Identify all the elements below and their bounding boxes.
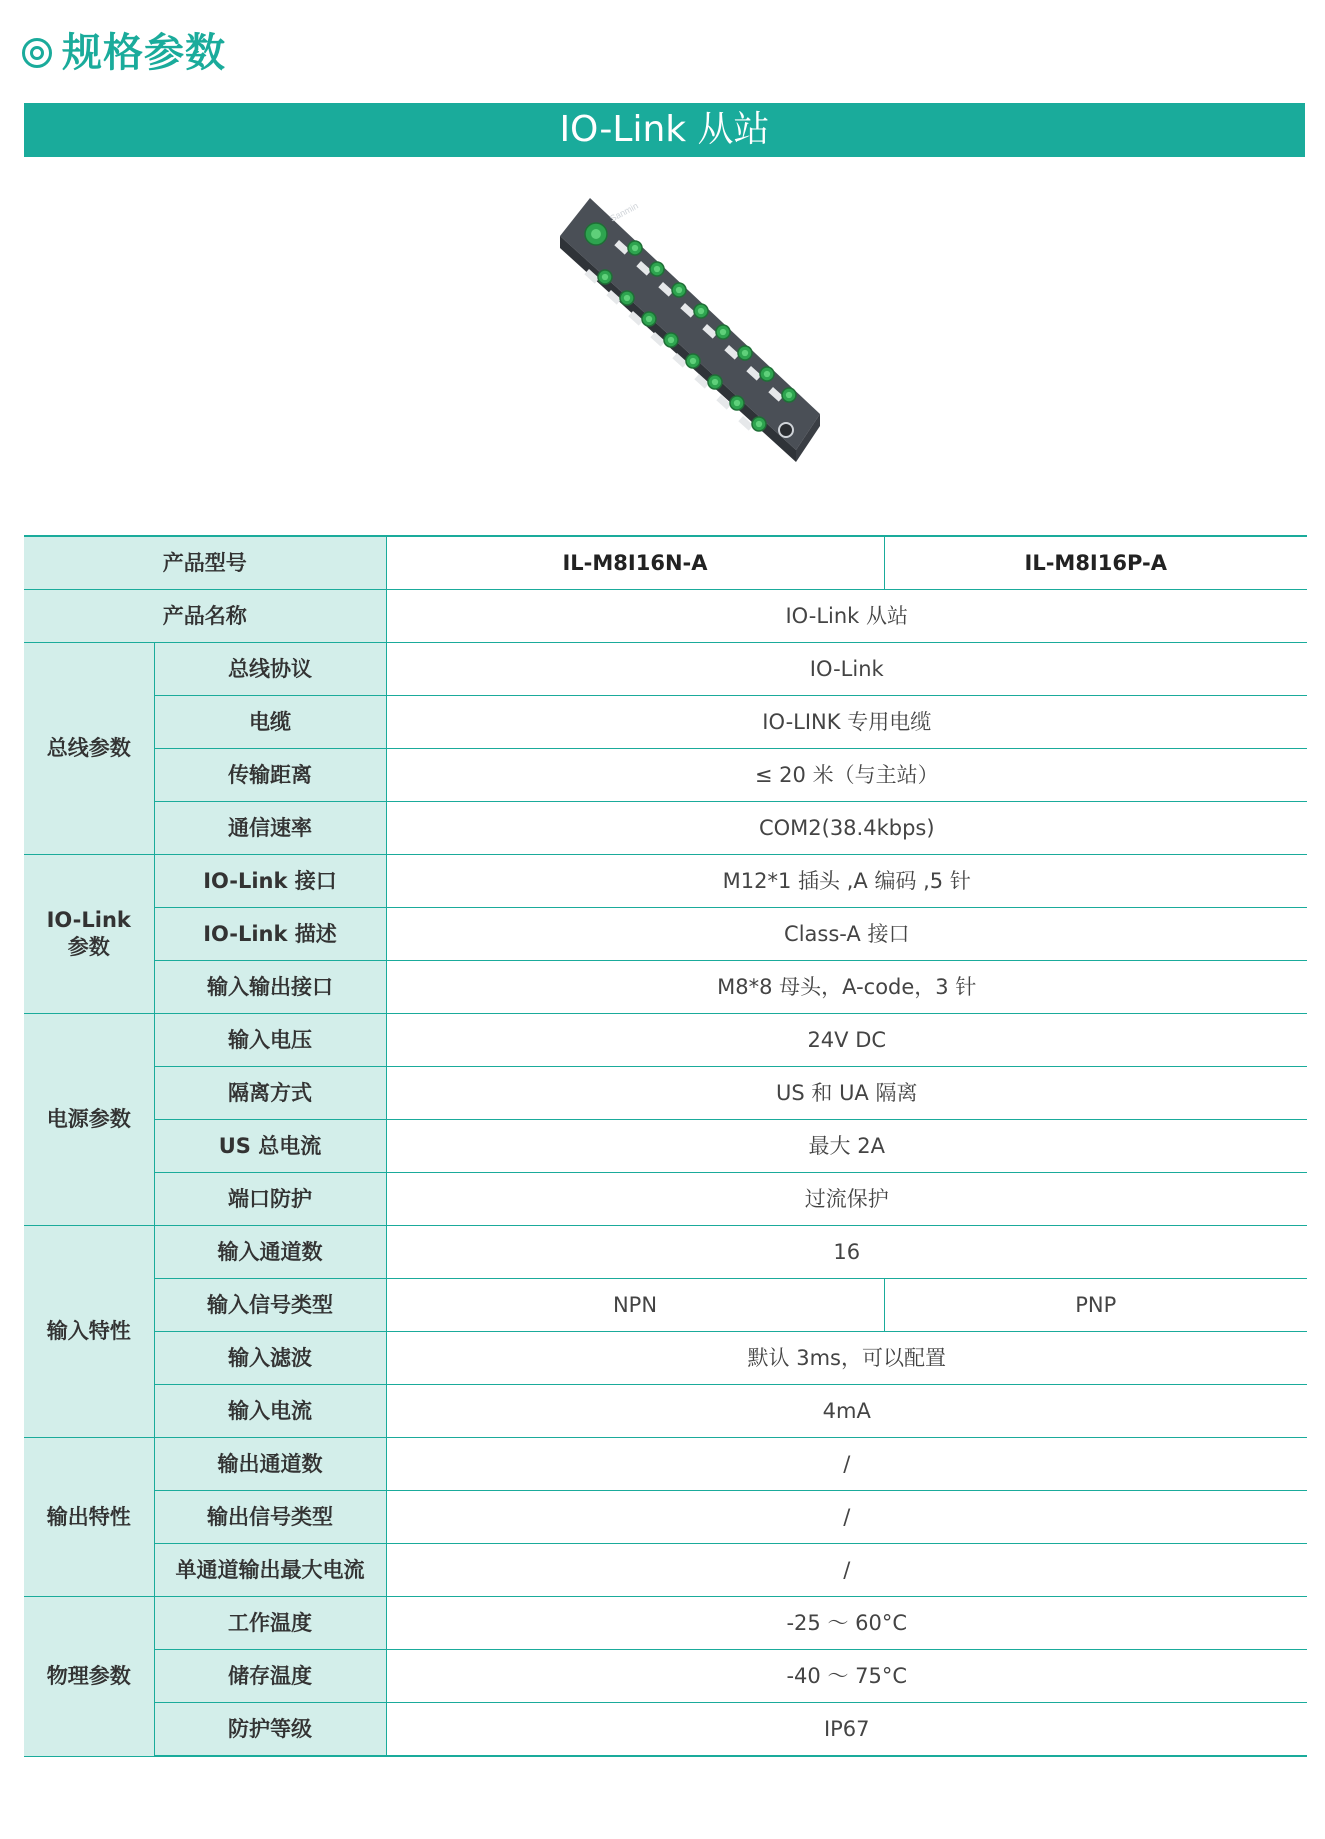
table-row xyxy=(24,961,1307,1014)
param-value: COM2(38.4kbps) xyxy=(386,802,1307,855)
model-cell: IL-M8I16P-A xyxy=(884,536,1307,590)
param-value: / xyxy=(386,1544,1307,1597)
param-label: IO-Link 描述 xyxy=(154,908,386,961)
param-label: 工作温度 xyxy=(154,1597,386,1650)
table-row xyxy=(24,1067,1307,1120)
category-cell: 输入特性 xyxy=(24,1226,154,1438)
brand-label: Sanmin xyxy=(608,200,640,224)
param-label: 传输距离 xyxy=(154,749,386,802)
param-value: NPN xyxy=(386,1279,884,1332)
table-row xyxy=(24,749,1307,802)
param-label: 端口防护 xyxy=(154,1173,386,1226)
spec-table xyxy=(24,535,1307,1757)
section-heading xyxy=(22,28,226,78)
param-value: IP67 xyxy=(386,1703,1307,1757)
param-value: 默认 3ms，可以配置 xyxy=(386,1332,1307,1385)
param-label: 储存温度 xyxy=(154,1650,386,1703)
product-name-label: 产品名称 xyxy=(24,590,386,643)
category-cell xyxy=(24,855,154,1014)
param-value: M12*1 插头 ,A 编码 ,5 针 xyxy=(386,855,1307,908)
table-row xyxy=(24,1173,1307,1226)
param-value: M8*8 母头，A-code，3 针 xyxy=(386,961,1307,1014)
table-row xyxy=(24,802,1307,855)
param-label: 输入输出接口 xyxy=(154,961,386,1014)
category-cell: 输出特性 xyxy=(24,1438,154,1597)
table-row xyxy=(24,1279,1307,1332)
table-row xyxy=(24,1597,1307,1650)
param-label: 输入电流 xyxy=(154,1385,386,1438)
param-value: -25 ～ 60°C xyxy=(386,1597,1307,1650)
param-label: 单通道输出最大电流 xyxy=(154,1544,386,1597)
param-label: 输出信号类型 xyxy=(154,1491,386,1544)
double-circle-icon xyxy=(22,38,52,68)
table-row xyxy=(24,536,1307,590)
param-label: US 总电流 xyxy=(154,1120,386,1173)
table-row xyxy=(24,1650,1307,1703)
banner-title: IO-Link 从站 xyxy=(24,103,1305,157)
table-row xyxy=(24,1385,1307,1438)
param-label: IO-Link 接口 xyxy=(154,855,386,908)
table-row xyxy=(24,1014,1307,1067)
model-cell: IL-M8I16N-A xyxy=(386,536,884,590)
param-value: 24V DC xyxy=(386,1014,1307,1067)
table-row xyxy=(24,696,1307,749)
param-value: PNP xyxy=(884,1279,1307,1332)
param-label: 输入电压 xyxy=(154,1014,386,1067)
model-header-label: 产品型号 xyxy=(24,536,386,590)
section-title: 规格参数 xyxy=(62,30,226,76)
param-label: 隔离方式 xyxy=(154,1067,386,1120)
param-value: / xyxy=(386,1491,1307,1544)
param-label: 输入滤波 xyxy=(154,1332,386,1385)
param-value: 最大 2A xyxy=(386,1120,1307,1173)
table-row xyxy=(24,1120,1307,1173)
category-line: IO-Link xyxy=(46,908,131,932)
table-row xyxy=(24,590,1307,643)
category-line: 参数 xyxy=(67,935,110,959)
param-value: Class-A 接口 xyxy=(386,908,1307,961)
category-cell: 物理参数 xyxy=(24,1597,154,1757)
param-label: 输入信号类型 xyxy=(154,1279,386,1332)
param-label: 电缆 xyxy=(154,696,386,749)
table-row xyxy=(24,1438,1307,1491)
table-row xyxy=(24,1226,1307,1279)
table-row xyxy=(24,1332,1307,1385)
param-value: US 和 UA 隔离 xyxy=(386,1067,1307,1120)
category-cell: 电源参数 xyxy=(24,1014,154,1226)
table-row xyxy=(24,1544,1307,1597)
table-row xyxy=(24,908,1307,961)
product-name-value: IO-Link 从站 xyxy=(386,590,1307,643)
param-value: IO-LINK 专用电缆 xyxy=(386,696,1307,749)
param-label: 输入通道数 xyxy=(154,1226,386,1279)
param-label: 输出通道数 xyxy=(154,1438,386,1491)
table-row xyxy=(24,1703,1307,1757)
param-value: IO-Link xyxy=(386,643,1307,696)
param-value: -40 ～ 75°C xyxy=(386,1650,1307,1703)
table-row xyxy=(24,643,1307,696)
param-label: 总线协议 xyxy=(154,643,386,696)
param-value: 4mA xyxy=(386,1385,1307,1438)
category-cell: 总线参数 xyxy=(24,643,154,855)
param-label: 防护等级 xyxy=(154,1703,386,1757)
table-row xyxy=(24,1491,1307,1544)
param-label: 通信速率 xyxy=(154,802,386,855)
product-image xyxy=(520,192,860,522)
mounting-hole xyxy=(779,423,793,437)
table-row xyxy=(24,855,1307,908)
param-value: 过流保护 xyxy=(386,1173,1307,1226)
param-value: / xyxy=(386,1438,1307,1491)
param-value: 16 xyxy=(386,1226,1307,1279)
param-value: ≤ 20 米（与主站） xyxy=(386,749,1307,802)
